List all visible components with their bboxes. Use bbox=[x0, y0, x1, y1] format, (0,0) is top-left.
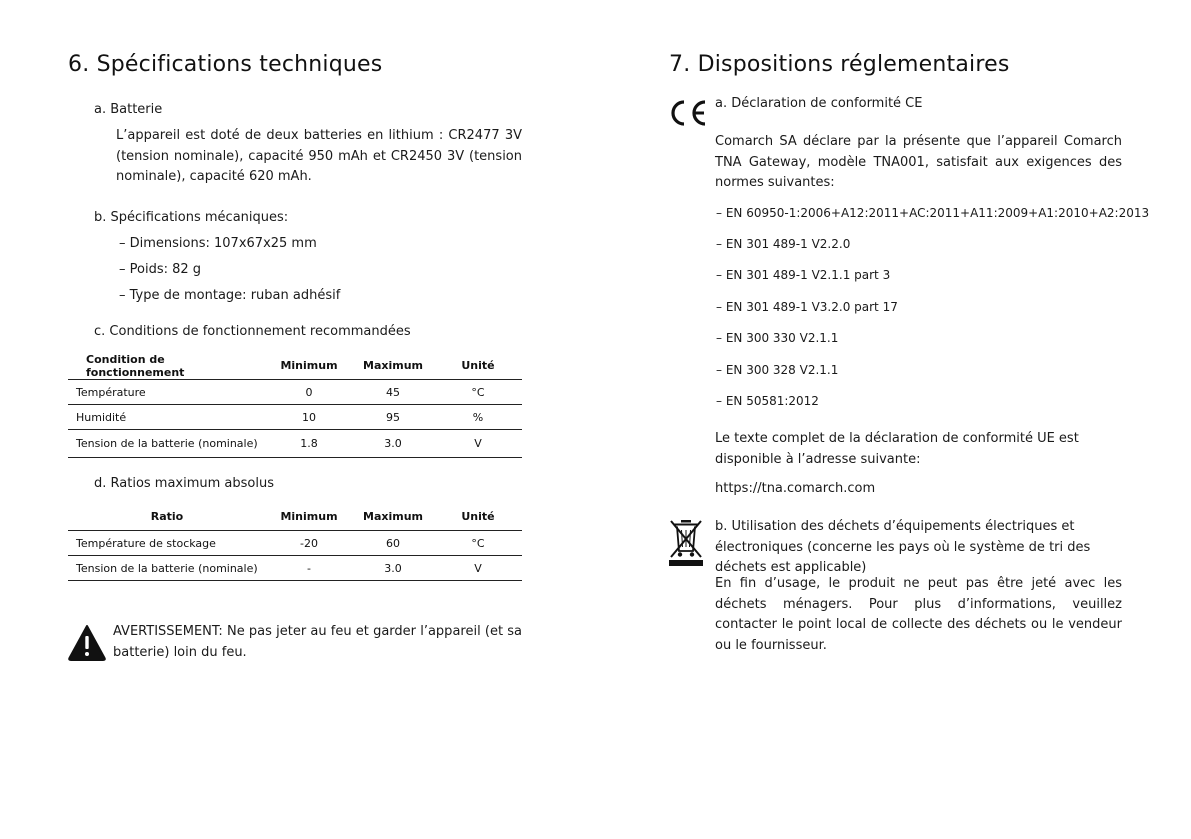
table-cell: 3.0 bbox=[352, 430, 434, 458]
table-cell: 10 bbox=[266, 405, 352, 430]
standard-item: – EN 301 489-1 V3.2.0 part 17 bbox=[716, 300, 898, 314]
table-cell: V bbox=[434, 556, 522, 581]
table-cell: 45 bbox=[352, 380, 434, 405]
ce-heading: a. Déclaration de conformité CE bbox=[715, 96, 923, 111]
conditions-heading: c. Conditions de fonctionnement recommandées bbox=[94, 324, 411, 339]
mechanical-heading: b. Spécifications mécaniques: bbox=[94, 210, 289, 225]
standard-item: – EN 300 330 V2.1.1 bbox=[716, 331, 839, 345]
standard-item: – EN 60950-1:2006+A12:2011+AC:2011+A11:2009+A1:2010+A2:2013 bbox=[716, 206, 1150, 220]
table-cell: Température de stockage bbox=[68, 531, 266, 556]
standard-item: – EN 50581:2012 bbox=[716, 394, 819, 408]
column-header: Maximum bbox=[363, 359, 423, 372]
weee-heading: b. Utilisation des déchets d’équipements électriques et électroniques (concerne les pays où le système de tri des déchets est applicable) bbox=[715, 519, 1091, 575]
declaration-url[interactable]: https://tna.comarch.com bbox=[715, 481, 876, 496]
battery-text: L’appareil est doté de deux batteries en lithium : CR2477 3V (tension nominale), capacité 950 mAh et CR2450 3V (tension nominale), capacité 620 mAh. bbox=[116, 128, 522, 184]
ratios-heading: d. Ratios maximum absolus bbox=[94, 476, 275, 491]
full-text-note: Le texte complet de la déclaration de conformité UE est disponible à l’adresse suivante: bbox=[715, 431, 1079, 467]
table-cell: °C bbox=[434, 380, 522, 405]
mechanical-mounting: – Type de montage: ruban adhésif bbox=[119, 288, 341, 303]
table-cell: °C bbox=[434, 531, 522, 556]
table-cell: Température bbox=[68, 380, 266, 405]
table-cell: 60 bbox=[352, 531, 434, 556]
table-row bbox=[68, 405, 522, 430]
table-header-row bbox=[68, 503, 522, 531]
standard-item: – EN 301 489-1 V2.1.1 part 3 bbox=[716, 268, 891, 282]
mechanical-dimensions: – Dimensions: 107x67x25 mm bbox=[119, 236, 317, 251]
table-cell: Tension de la batterie (nominale) bbox=[68, 556, 266, 581]
table-header-row bbox=[68, 352, 522, 380]
crossed-out-wheelie-bin-icon bbox=[669, 518, 703, 566]
standard-item: – EN 300 328 V2.1.1 bbox=[716, 363, 839, 377]
conditions-table bbox=[68, 352, 522, 458]
warning-triangle-icon bbox=[68, 624, 106, 662]
table-row bbox=[68, 380, 522, 405]
table-row bbox=[68, 531, 522, 556]
table-cell: - bbox=[266, 556, 352, 581]
section-title-specifications: 6. Spécifications techniques bbox=[68, 52, 383, 77]
warning-text: AVERTISSEMENT: Ne pas jeter au feu et garder l’appareil (et sa batterie) loin du feu. bbox=[113, 624, 522, 660]
battery-heading: a. Batterie bbox=[94, 102, 163, 117]
table-cell: Humidité bbox=[68, 405, 266, 430]
table-cell: V bbox=[434, 430, 522, 458]
standard-item: – EN 301 489-1 V2.2.0 bbox=[716, 237, 851, 251]
column-header: Maximum bbox=[363, 510, 423, 523]
column-header: Minimum bbox=[280, 510, 338, 523]
column-header: Ratio bbox=[150, 510, 184, 523]
table-cell: 3.0 bbox=[352, 556, 434, 581]
ce-mark-icon bbox=[669, 99, 709, 127]
column-header: Minimum bbox=[280, 359, 338, 372]
table-cell: -20 bbox=[266, 531, 352, 556]
table-cell: 1.8 bbox=[266, 430, 352, 458]
table-row bbox=[68, 430, 522, 458]
column-header: Condition de fonctionnement bbox=[86, 352, 185, 379]
table-row bbox=[68, 556, 522, 581]
table-cell: % bbox=[434, 405, 522, 430]
column-header: Unité bbox=[461, 510, 495, 523]
table-cell: Tension de la batterie (nominale) bbox=[68, 430, 266, 458]
column-header: Unité bbox=[461, 359, 495, 372]
table-cell: 95 bbox=[352, 405, 434, 430]
mechanical-weight: – Poids: 82 g bbox=[119, 262, 202, 277]
section-title-regulatory: 7. Dispositions réglementaires bbox=[669, 52, 1010, 77]
weee-text: En fin d’usage, le produit ne peut pas être jeté avec les déchets ménagers. Pour plus d’informations, veuillez contacter le point local de collecte des déchets ou le vendeur ou le fournisseur. bbox=[715, 576, 1122, 653]
ce-declaration-text: Comarch SA déclare par la présente que l’appareil Comarch TNA Gateway, modèle TNA001, satisfait aux exigences des normes suivantes: bbox=[715, 134, 1122, 190]
ratios-table bbox=[68, 503, 522, 581]
table-cell: 0 bbox=[266, 380, 352, 405]
